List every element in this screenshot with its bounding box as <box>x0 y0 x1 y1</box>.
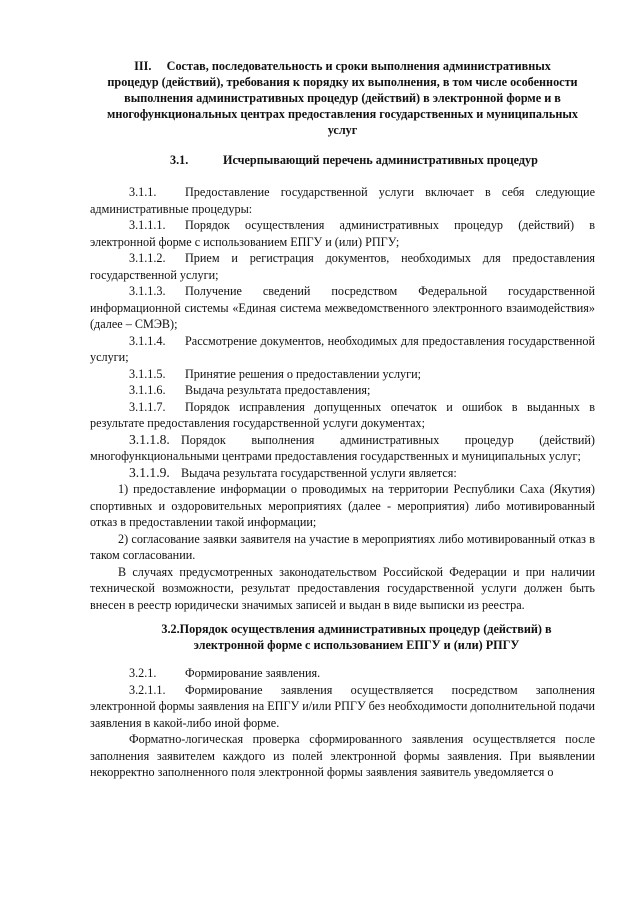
paragraph-3-1-1-9: 3.1.1.9. Выдача результата государственной услуги является: <box>129 464 457 480</box>
paragraph-3-1-1-6: 3.1.1.6. Выдача результата предоставления; <box>129 383 371 397</box>
document-page <box>90 58 595 781</box>
paragraph-3-1-1-1: 3.1.1.1. Порядок осуществления административных процедур (действий) в электронной форме с использованием ЕПГУ и (или) РПГУ; <box>90 218 595 249</box>
section-3-1-title: 3.1. Исчерпывающий перечень административных процедур <box>170 153 538 167</box>
result-item-2: 2) согласование заявки заявителя на участие в мероприятиях либо мотивированный отказ в таком согласовании. <box>90 531 595 562</box>
heading-line-5: услуг <box>327 123 358 137</box>
paragraph-3-2-1-1: 3.2.1.1. Формирование заявления осуществляется посредством заполнения электронной формы заявления на ЕПГУ и/или РПГУ без необходимости дополнительной подачи заявления в какой-либо иной форме. <box>90 682 595 730</box>
paragraph-3-1-1-4: 3.1.1.4. Рассмотрение документов, необходимых для предоставления государственной услуги; <box>90 333 595 364</box>
paragraph-3-2-1: 3.2.1. Формирование заявления. <box>129 666 321 680</box>
result-item-1: 1) предоставление информации о проводимых на территории Республики Саха (Якутия) спортивных и оздоровительных мероприятиях (далее - мероприятия) либо мотивированный отказ в предоставлении такой информации; <box>90 482 595 529</box>
paragraph-check: Форматно-логическая проверка сформированного заявления осуществляется после заполнения заявителем каждого из полей электронной формы заявления. При выявлении некорректно заполненного поля электронной формы заявления заявитель уведомляется о <box>90 732 595 779</box>
heading-line-4: многофункциональных центрах предоставления государственных и муниципальных <box>107 107 578 121</box>
paragraph-3-1-1-5: 3.1.1.5. Принятие решения о предоставлении услуги; <box>129 366 422 381</box>
chapter-number: III. <box>134 59 152 73</box>
paragraph-3-1-1-8: 3.1.1.8. Порядок выполнения административных процедур (действий) многофункциональными центрами предоставления государственных и муниципальных услуг; <box>90 431 595 463</box>
paragraph-reestr: В случаях предусмотренных законодательством Российской Федерации и при наличии технической возможности, результат предоставления государственной услуги должен быть внесен в реестр юридически значимых записей и выдан в виде выписки из реестра. <box>90 564 595 612</box>
chapter-heading <box>90 58 595 138</box>
section-3-2-title: 3.2.Порядок осуществления административных процедур (действий) в электронной форме с использованием ЕПГУ и (или) РПГУ <box>161 622 552 652</box>
heading-line-1: III. Состав, последовательность и сроки выполнения административных <box>134 59 551 73</box>
paragraph-3-1-1-7: 3.1.1.7. Порядок исправления допущенных опечаток и ошибок в выданных в результате предоставления государственной услуги документах; <box>90 399 595 430</box>
paragraph-3-1-1-3: 3.1.1.3. Получение сведений посредством Федеральной государственной информационной системы «Единая система межведомственного электронного взаимодействия» (далее – СМЭВ); <box>90 284 595 331</box>
paragraph-3-1-1: 3.1.1. Предоставление государственной услуги включает в себя следующие административные процедуры: <box>90 185 595 216</box>
paragraph-3-1-1-2: 3.1.1.2. Прием и регистрация документов, необходимых для предоставления государственной услуги; <box>90 251 595 282</box>
heading-line-3: выполнения административных процедур (действий) в электронной форме и в <box>124 91 561 105</box>
heading-line-2: процедур (действий), требования к порядку их выполнения, в том числе особенности <box>107 75 578 89</box>
